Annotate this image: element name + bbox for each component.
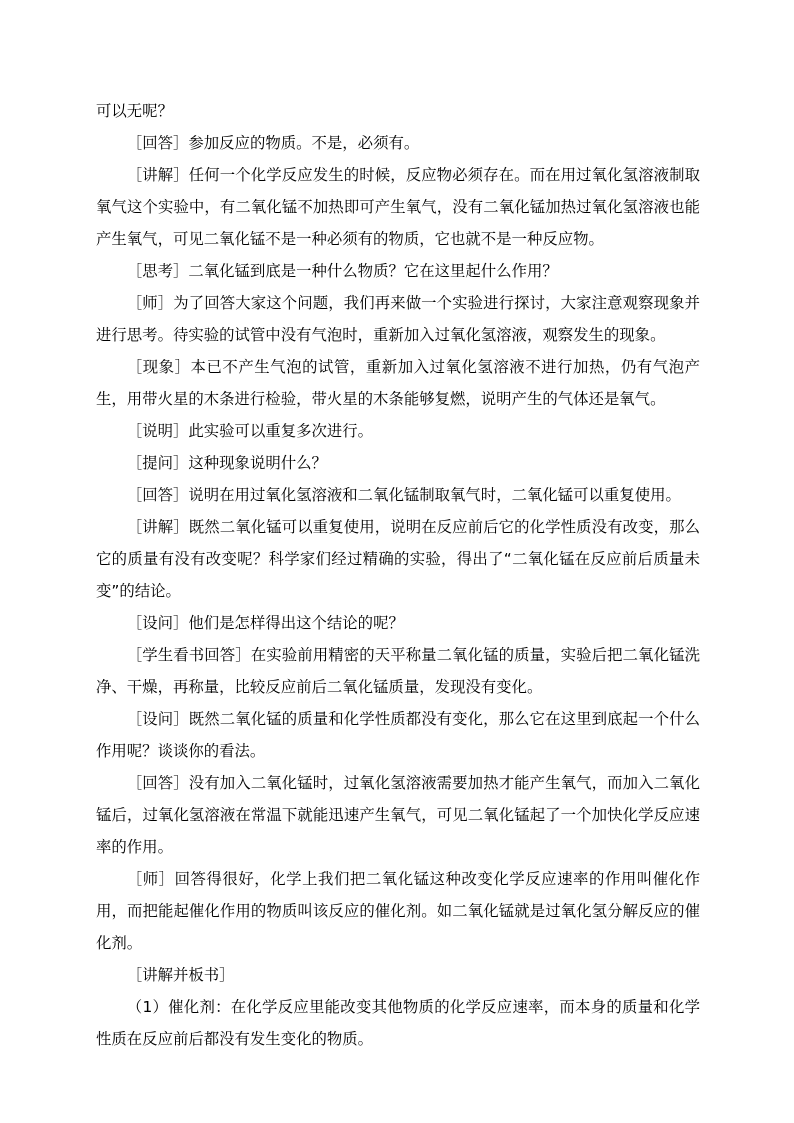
paragraph-tag: ［讲解并板书］ — [126, 966, 235, 984]
paragraph-phenomenon — [96, 351, 700, 415]
paragraph-teacher — [96, 863, 700, 959]
paragraph-note — [96, 415, 700, 447]
paragraph-tag: ［思考］ — [126, 262, 189, 280]
paragraph-inquiry — [96, 703, 700, 767]
paragraph-tag: ［设问］ — [126, 614, 189, 632]
paragraph-teacher — [96, 287, 700, 351]
paragraph-tag: ［讲解］ — [126, 518, 189, 536]
paragraph-tag: （1） — [126, 998, 169, 1016]
document-page — [96, 95, 700, 1055]
paragraph-answer — [96, 479, 700, 511]
paragraph-tag: ［师］ — [126, 870, 175, 888]
paragraph-tag: ［回答］ — [126, 486, 189, 504]
paragraph-text: 在实验前用精密的天平称量二氧化锰的质量，实验后把二氧化锰洗净、干燥，再称量，比较反应前后二氧化锰质量，发现没有变化。 — [96, 646, 700, 696]
paragraph-text: 可以无呢？ — [96, 102, 173, 120]
paragraph-student-answer — [96, 639, 700, 703]
paragraph-tag: ［讲解］ — [126, 166, 189, 184]
paragraph-text: 没有加入二氧化锰时，过氧化氢溶液需要加热才能产生氧气，而加入二氧化锰后，过氧化氢溶液在常温下就能迅速产生氧气，可见二氧化锰起了一个加快化学反应速率的作用。 — [96, 774, 700, 856]
paragraph-answer — [96, 767, 700, 863]
paragraph-text: 此实验可以重复多次进行。 — [188, 422, 374, 440]
paragraph-text: 任何一个化学反应发生的时候，反应物必须存在。而在用过氧化氢溶液制取氧气这个实验中，有二氧化锰不加热即可产生氧气，没有二氧化锰加热过氧化氢溶液也能产生氧气，可见二氧化锰不是一种必须有的物质，它也就不是一种反应物。 — [96, 166, 700, 248]
paragraph-inquiry — [96, 607, 700, 639]
paragraph-definition — [96, 991, 700, 1055]
paragraph-board-heading — [96, 959, 700, 991]
paragraph-tag: ［师］ — [126, 294, 174, 312]
paragraph-tag: ［说明］ — [126, 422, 189, 440]
paragraph-explanation — [96, 159, 700, 255]
paragraph-tag: ［学生看书回答］ — [126, 646, 251, 664]
paragraph-tag: ［回答］ — [126, 134, 189, 152]
paragraph-tag: ［设问］ — [126, 710, 189, 728]
paragraph-text: 参加反应的物质。不是，必须有。 — [188, 134, 420, 152]
paragraph-tag: ［提问］ — [126, 454, 189, 472]
paragraph-text: 催化剂：在化学反应里能改变其他物质的化学反应速率，而本身的质量和化学性质在反应前后都没有发生变化的物质。 — [96, 998, 700, 1048]
paragraph-tag: ［现象］ — [126, 358, 191, 376]
paragraph-text: 为了回答大家这个问题，我们再来做一个实验进行探讨，大家注意观察现象并进行思考。待实验的试管中没有气泡时，重新加入过氧化氢溶液，观察发生的现象。 — [96, 294, 700, 344]
paragraph-text: 说明在用过氧化氢溶液和二氧化锰制取氧气时，二氧化锰可以重复使用。 — [188, 486, 681, 504]
paragraph-text: 回答得很好，化学上我们把二氧化锰这种改变化学反应速率的作用叫催化作用，而把能起催化作用的物质叫该反应的催化剂。如二氧化锰就是过氧化氢分解反应的催化剂。 — [96, 870, 700, 952]
paragraph-text: 二氧化锰到底是一种什么物质？它在这里起什么作用？ — [188, 262, 558, 280]
paragraph-text: 他们是怎样得出这个结论的呢？ — [188, 614, 404, 632]
paragraph-explanation — [96, 511, 700, 607]
paragraph-continuation — [96, 95, 700, 127]
paragraph-text: 既然二氧化锰可以重复使用，说明在反应前后它的化学性质没有改变，那么它的质量有没有改变呢？科学家们经过精确的实验，得出了“二氧化锰在反应前后质量未变”的结论。 — [96, 518, 700, 600]
paragraph-text: 这种现象说明什么？ — [188, 454, 327, 472]
paragraph-text: 本已不产生气泡的试管，重新加入过氧化氢溶液不进行加热，仍有气泡产生，用带火星的木条进行检验，带火星的木条能够复燃，说明产生的气体还是氧气。 — [96, 358, 700, 408]
paragraph-question — [96, 447, 700, 479]
paragraph-answer — [96, 127, 700, 159]
paragraph-tag: ［回答］ — [126, 774, 189, 792]
paragraph-thinking — [96, 255, 700, 287]
paragraph-text: 既然二氧化锰的质量和化学性质都没有变化，那么它在这里到底起一个什么作用呢？谈谈你的看法。 — [96, 710, 700, 760]
